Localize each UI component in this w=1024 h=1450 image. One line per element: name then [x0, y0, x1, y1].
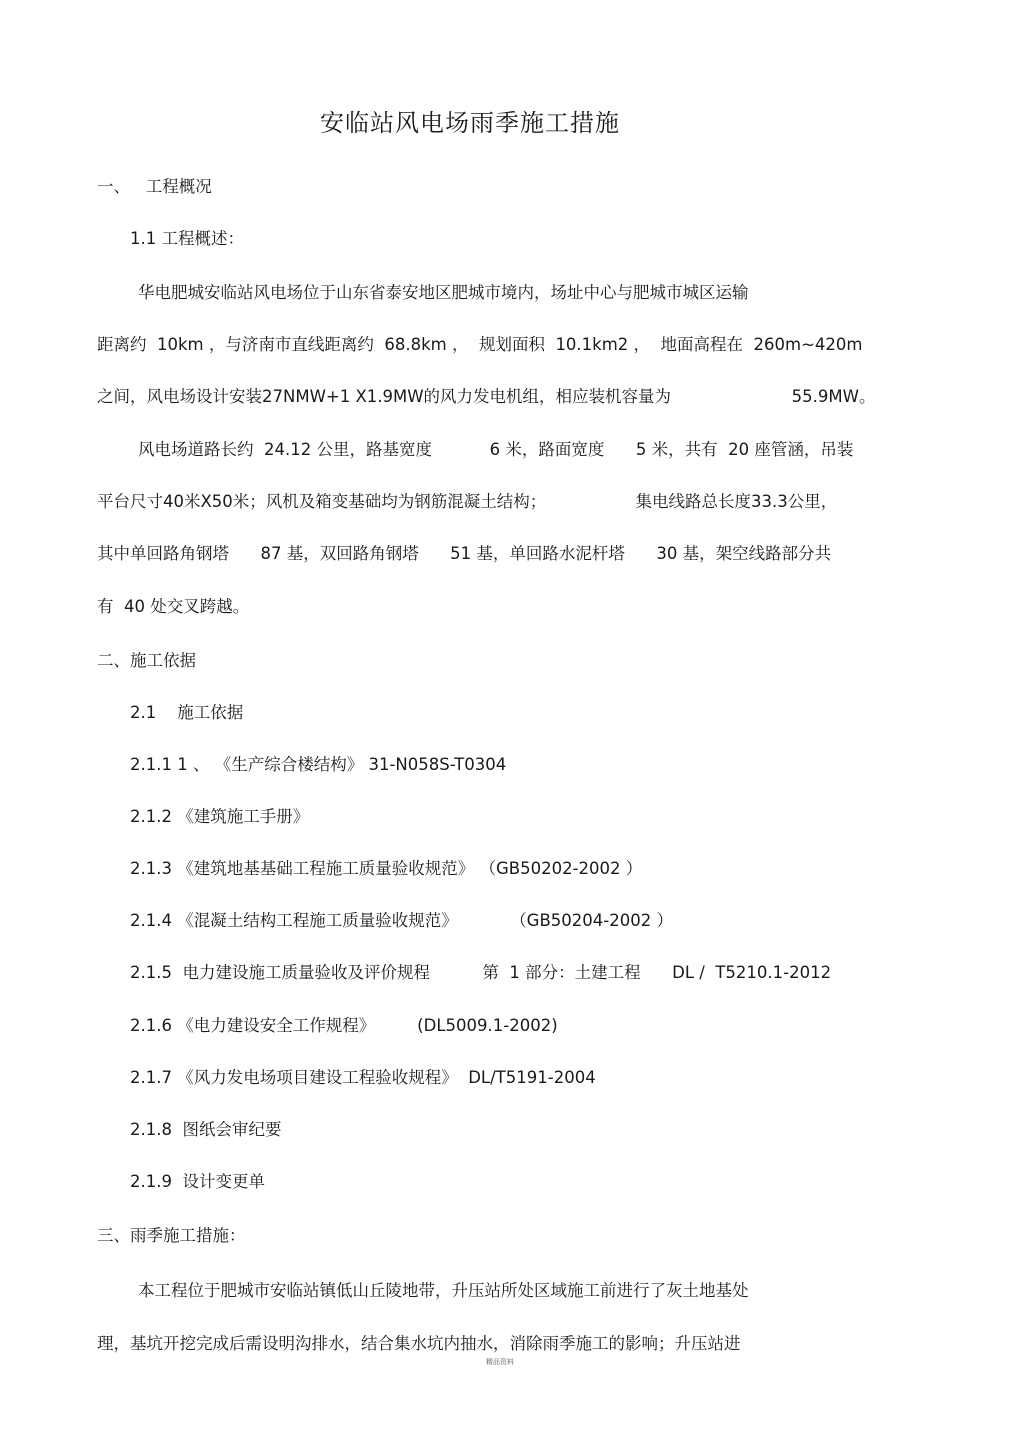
subheading-2-1: 2.1 施工依据 [130, 703, 244, 722]
document-title: 安临站风电场雨季施工措施 [320, 109, 620, 137]
list-item: 2.1.3 《建筑地基基础工程施工质量验收规范》 （GB50202-2002 ） [130, 859, 643, 878]
paragraph-line: 本工程位于肥城市安临站镇低山丘陵地带，升压站所处区域施工前进行了灰土地基处 [138, 1281, 749, 1300]
paragraph-line: 其中单回路角钢塔 87 基，双回路角钢塔 51 基，单回路水泥杆塔 30 基，架空线路部分共 [97, 544, 832, 563]
subheading-1-1: 1.1 工程概述： [130, 229, 244, 248]
list-item: 2.1.6 《电力建设安全工作规程》 (DL5009.1-2002) [130, 1016, 558, 1035]
page-footer: 精品资料 [486, 1358, 514, 1366]
list-item: 2.1.5 电力建设施工质量验收及评价规程 第 1 部分：土建工程 DL / T5210.1-2012 [130, 963, 832, 982]
list-item: 2.1.4 《混凝土结构工程施工质量验收规范》 （GB50204-2002 ） [130, 911, 673, 930]
paragraph-line: 之间，风电场设计安装27NMW+1 X1.9MW的风力发电机组，相应装机容量为 55.9MW。 [97, 387, 876, 406]
paragraph-line: 平台尺寸40米X50米；风机及箱变基础均为钢筋混凝土结构； 集电线路总长度33.3公里， [97, 492, 838, 511]
list-item: 2.1.7 《风力发电场项目建设工程验收规程》 DL/T5191-2004 [130, 1068, 596, 1087]
paragraph-line: 距离约 10km ，与济南市直线距离约 68.8km ， 规划面积 10.1km2 ， 地面高程在 260m~420m [97, 335, 863, 354]
list-item: 2.1.2 《建筑施工手册》 [130, 807, 310, 826]
list-item: 2.1.8 图纸会审纪要 [130, 1120, 282, 1139]
heading-3-rainy-season: 三、雨季施工措施： [97, 1226, 246, 1245]
list-item: 2.1.9 设计变更单 [130, 1172, 265, 1191]
paragraph-line: 风电场道路长约 24.12 公里，路基宽度 6 米，路面宽度 5 米，共有 20 座管涵，吊装 [138, 440, 854, 459]
paragraph-line: 理，基坑开挖完成后需设明沟排水，结合集水坑内抽水，消除雨季施工的影响；升压站进 [97, 1334, 741, 1353]
heading-2-basis: 二、施工依据 [97, 651, 196, 670]
paragraph-line: 有 40 处交叉跨越。 [97, 597, 250, 616]
paragraph-line: 华电肥城安临站风电场位于山东省泰安地区肥城市境内，场址中心与肥城市城区运输 [138, 283, 749, 302]
heading-1-overview: 一、 工程概况 [97, 177, 212, 196]
list-item: 2.1.1 1 、 《生产综合楼结构》 31-N058S-T0304 [130, 755, 507, 774]
